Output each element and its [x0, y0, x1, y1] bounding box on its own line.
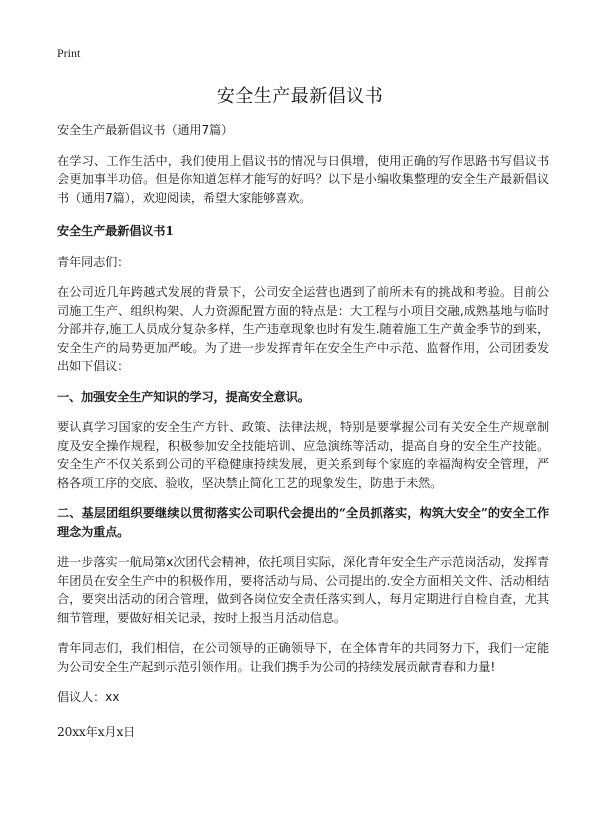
document-body [57, 121, 549, 753]
print-link[interactable]: Print [57, 46, 81, 60]
subtitle: 安全生产最新倡议书（通用7篇） [57, 123, 234, 137]
greeting: 青年同志们： [57, 254, 130, 269]
section-title: 安全生产最新倡议书1 [57, 224, 174, 238]
heading-1: 一、加强安全生产知识的学习，提高安全意识。 [57, 389, 310, 404]
intro-paragraph: 在学习、工作生活中，我们使用上倡议书的情况与日俱增，使用正确的写作思路书写倡议书会更加事半功倍。但是你知道怎样才能写的好吗？以下是小编收集整理的安全生产最新倡议书（通用7篇），欢迎阅读，希望大家能够喜欢。 [57, 153, 549, 205]
body-paragraph-2: 要认真学习国家的安全生产方针、政策、法律法规，特别是要掌握公司有关安全生产规章制度及安全操作规程，积极参加安全技能培训、应急演练等活动，提高自身的安全生产技能。安全生产不仅关系到公司的平稳健康持续发展，更关系到每个家庭的幸福淘构安全管理，严格各项工序的交底、验收，坚决禁止简化工艺的现象发生，防患于未然。 [57, 420, 549, 490]
date: 20xx年x月x日 [57, 724, 136, 739]
signature: 倡议人：xx [57, 690, 120, 704]
body-paragraph-1: 在公司近几年跨越式发展的背景下，公司安全运营也遇到了前所未有的挑战和考验。目前公司施工生产、组织构架、人力资源配置方面的特点是：大工程与小项目交融,成熟基地与临时分部并存,施工人员成分复杂多样，生产违章现象也时有发生.随着施工生产黄金季节的到来，安全生产的局势更加严峻。为了进一步发挥青年在安全生产中示范、监督作用，公司团委发出如下倡议： [57, 285, 549, 373]
body-paragraph-4: 青年同志们，我们相信，在公司领导的正确领导下，在全体青年的共同努力下，我们一定能为公司安全生产起到示范引领作用。让我们携手为公司的持续发展贡献青春和力量! [57, 641, 549, 674]
body-paragraph-3: 进一步落实一航局第x次团代会精神，依托项目实际，深化青年安全生产示范岗活动，发挥青年团员在安全生产中的积极作用，要将活动与局、公司提出的.安全方面相关文件、活动相结合，要突出活动的闭合管理，做到各岗位安全责任落实到人，每月定期进行自检自查，尤其细节管理，要做好相关记录，按时上报当月活动信息。 [57, 555, 549, 625]
heading-2: 二、基层团组织要继续以贯彻落实公司职代会提出的“全员抓落实，构筑大安全”的安全工作理念为重点。 [57, 506, 549, 539]
page-title: 安全生产最新倡议书 [216, 86, 384, 107]
